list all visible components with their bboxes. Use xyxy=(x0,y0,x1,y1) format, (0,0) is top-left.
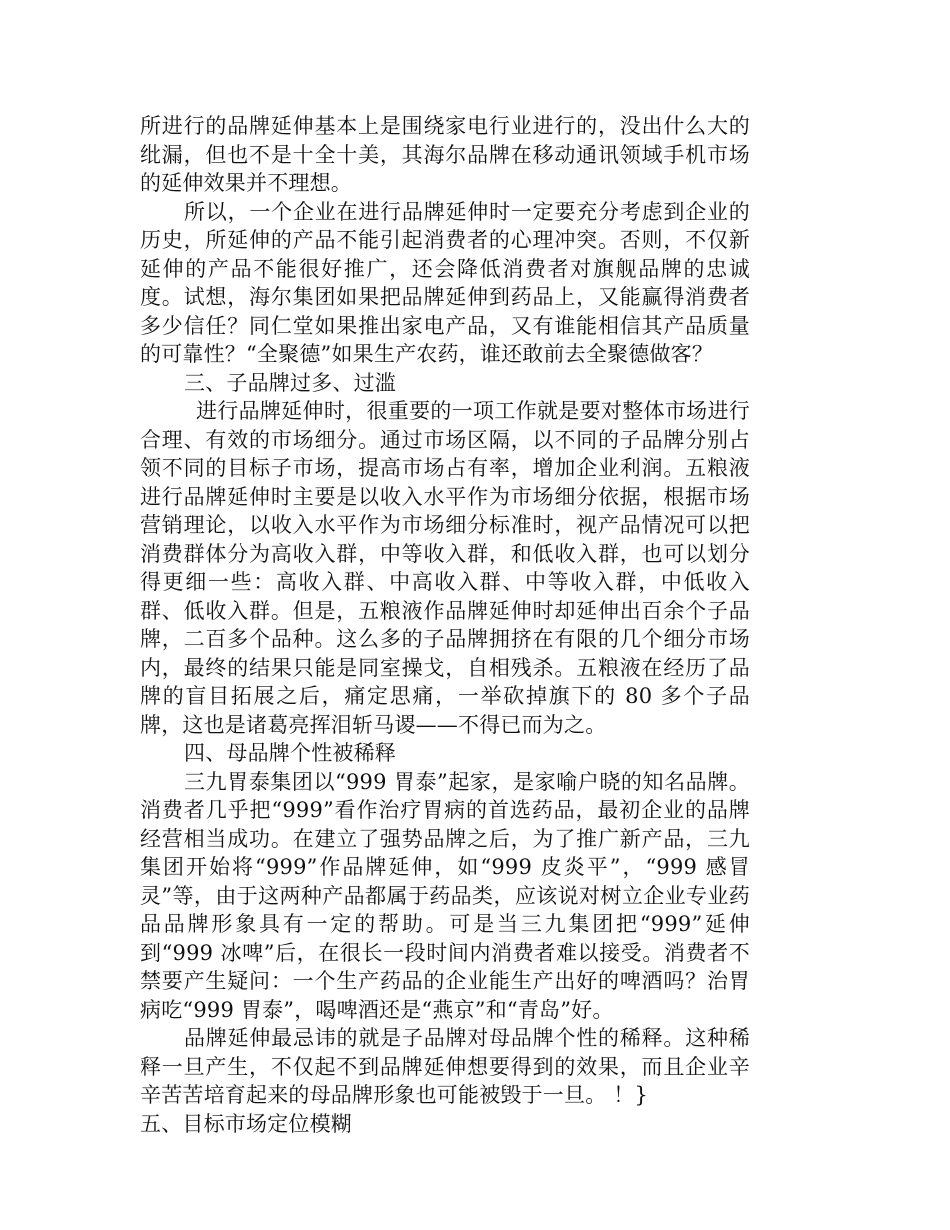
document-body xyxy=(140,112,750,1138)
paragraph-dilution: 品牌延伸最忌讳的就是子品牌对母品牌个性的稀释。这种稀释一旦产生，不仅起不到品牌延伸想要得到的效果，而且企业辛辛苦苦培育起来的母品牌形象也可能被毁于一旦。 ！} xyxy=(140,1026,750,1107)
paragraph-sub-brands: 进行品牌延伸时，很重要的一项工作就是要对整体市场进行合理、有效的市场细分。通过市场区隔，以不同的子品牌分别占领不同的目标子市场，提高市场占有率，增加企业利润。五粮液进行品牌延伸时主要是以收入水平作为市场细分依据，根据市场营销理论，以收入水平作为市场细分标准时，视产品情况可以把消费群体分为高收入群，中等收入群，和低收入群，也可以划分得更细一些：高收入群、中高收入群、中等收入群，中低收入群、低收入群。但是，五粮液作品牌延伸时却延伸出百余个子品牌，二百多个品种。这么多的子品牌拥挤在有限的几个细分市场内，最终的结果只能是同室操戈，自相残杀。五粮液在经历了品牌的盲目拓展之后，痛定思痛，一举砍掉旗下的 80 多个子品牌，这也是诸葛亮挥泪斩马谡——不得已而为之。 xyxy=(140,399,750,737)
paragraph-continued: 所进行的品牌延伸基本上是围绕家电行业进行的，没出什么大的纰漏，但也不是十全十美，其海尔品牌在移动通讯领域手机市场的延伸效果并不理想。 xyxy=(140,114,750,195)
section-heading-3: 三、子品牌过多、过滥 xyxy=(184,370,396,395)
paragraph-999-case: 三九胃泰集团以“999 胃泰”起家，是家喻户晓的知名品牌。消费者几乎把“999”看作治疗胃病的首选药品，最初企业的品牌经营相当成功。在建立了强势品牌之后，为了推广新产品，三九集团开始将“999”作品牌延伸，如“999 皮炎平”，“999 感冒灵”等，由于这两种产品都属于药品类，应该说对树立企业专业药品品牌形象具有一定的帮助。可是当三九集团把“999”延伸到“999 冰啤”后，在很长一段时间内消费者难以接受。消费者不禁要产生疑问：一个生产药品的企业能生产出好的啤酒吗？治胃病吃“999 胃泰”，喝啤酒还是“燕京”和“青岛”好。 xyxy=(140,769,750,1022)
section-heading-5: 五、目标市场定位模糊 xyxy=(140,1111,352,1136)
section-heading-4: 四、母品牌个性被稀释 xyxy=(184,741,396,765)
paragraph-brand-history: 所以，一个企业在进行品牌延伸时一定要充分考虑到企业的历史，所延伸的产品不能引起消费者的心理冲突。否则，不仅新延伸的产品不能很好推广，还会降低消费者对旗舰品牌的忠诚度。试想，海尔集团如果把品牌延伸到药品上，又能赢得消费者多少信任？同仁堂如果推出家电产品，又有谁能相信其产品质量的可靠性？“全聚德”如果生产农药，谁还敢前去全聚德做客？ xyxy=(140,199,750,366)
